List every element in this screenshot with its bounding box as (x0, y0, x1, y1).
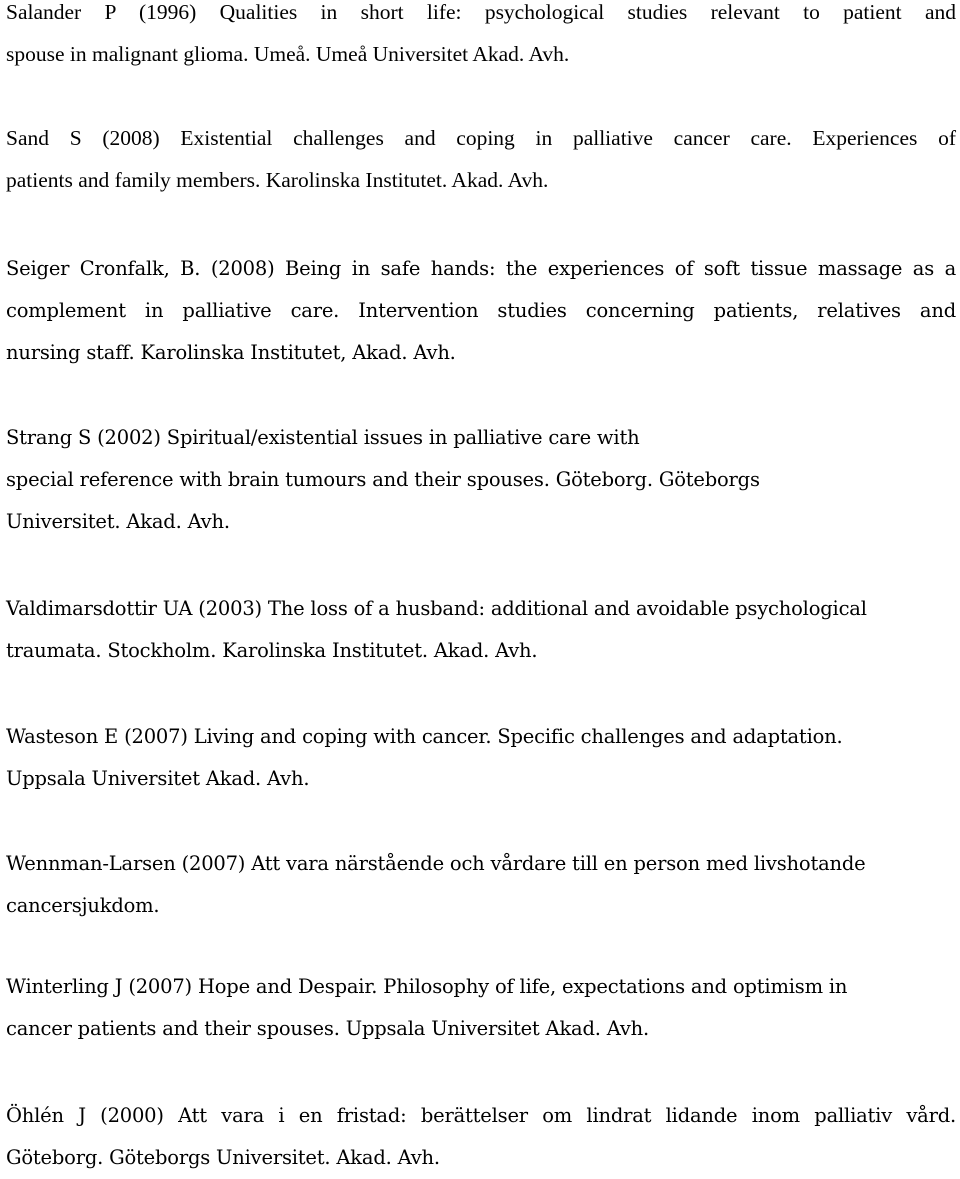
reference-valdimarsdottir (6, 588, 956, 672)
reference-line: Öhlén J (2000) Att vara i en fristad: berättelser om lindrat lidande inom palliativ vård. (6, 1104, 956, 1127)
reference-line: Uppsala Universitet Akad. Avh. (6, 767, 310, 790)
reference-line: Strang S (2002) Spiritual/existential issues in palliative care with (6, 426, 640, 449)
reference-line: patients and family members. Karolinska Institutet. Akad. Avh. (6, 168, 549, 192)
reference-line: cancer patients and their spouses. Uppsala Universitet Akad. Avh. (6, 1017, 650, 1040)
reference-line: complement in palliative care. Intervention studies concerning patients, relatives and (6, 299, 956, 322)
reference-wennman-larsen (6, 843, 956, 927)
reference-sand (6, 117, 956, 201)
reference-line: Universitet. Akad. Avh. (6, 510, 230, 533)
reference-line: cancersjukdom. (6, 894, 160, 917)
reference-line: traumata. Stockholm. Karolinska Institutet. Akad. Avh. (6, 639, 538, 662)
reference-line: Winterling J (2007) Hope and Despair. Philosophy of life, expectations and optimism in (6, 975, 848, 998)
reference-seiger-cronfalk (6, 248, 956, 374)
reference-strang (6, 417, 956, 543)
reference-wasteson (6, 716, 956, 800)
reference-winterling (6, 966, 956, 1050)
reference-line: Sand S (2008) Existential challenges and coping in palliative cancer care. Experiences of (6, 126, 956, 150)
reference-line: Wasteson E (2007) Living and coping with cancer. Specific challenges and adaptation. (6, 725, 843, 748)
reference-line: nursing staff. Karolinska Institutet, Akad. Avh. (6, 341, 456, 364)
reference-line: Göteborg. Göteborgs Universitet. Akad. Avh. (6, 1146, 440, 1169)
reference-line: Seiger Cronfalk, B. (2008) Being in safe hands: the experiences of soft tissue massage as a (6, 257, 956, 280)
reference-line: spouse in malignant glioma. Umeå. Umeå Universitet Akad. Avh. (6, 42, 570, 66)
reference-line: special reference with brain tumours and their spouses. Göteborg. Göteborgs (6, 468, 760, 491)
reference-line: Wennman-Larsen (2007) Att vara närstående och vårdare till en person med livshotande (6, 852, 866, 875)
reference-line: Salander P (1996) Qualities in short life: psychological studies relevant to patient and (6, 0, 956, 24)
reference-line: Valdimarsdottir UA (2003) The loss of a husband: additional and avoidable psychological (6, 597, 867, 620)
reference-salander (6, 0, 956, 75)
reference-ohlen (6, 1095, 956, 1179)
